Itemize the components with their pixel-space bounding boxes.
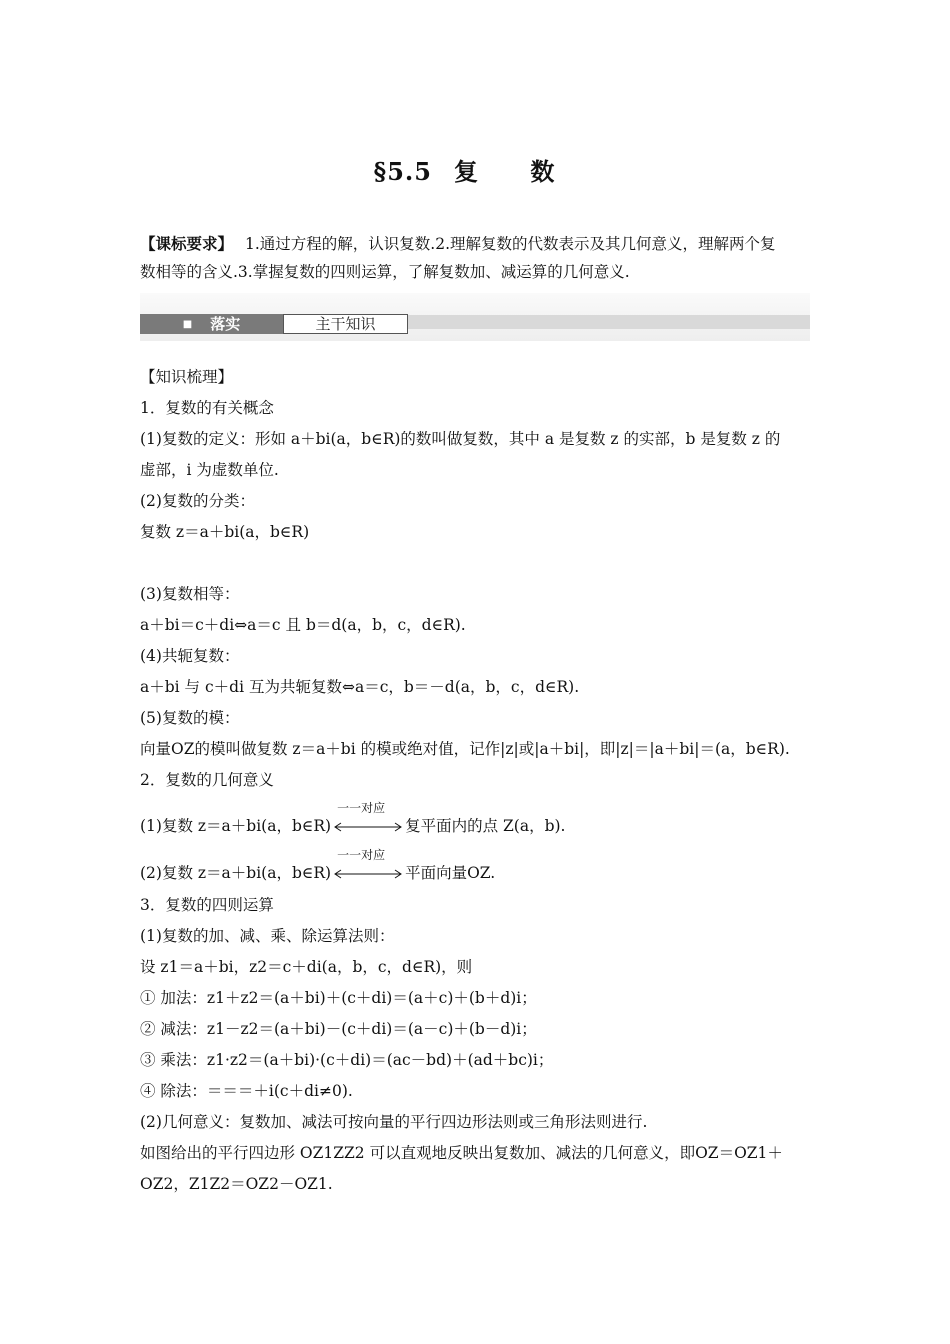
text-line: (1)复数的定义：形如 a＋bi(a，b∈R)的数叫做复数，其中 a 是复数 z 的实部，b 是复数 z 的 <box>140 430 781 448</box>
banner-dark-tab <box>140 314 283 334</box>
banner-dark-label: 落实 <box>210 315 241 333</box>
text-line: (3)复数相等： <box>140 585 240 603</box>
section-heading: 【知识梳理】 <box>140 368 234 386</box>
text-line: 3．复数的四则运算 <box>140 896 274 914</box>
requirements-tag: 【课标要求】 <box>140 234 234 253</box>
requirements-line-1: 1.通过方程的解，认识复数.2.理解复数的代数表示及其几何意义，理解两个复 <box>245 235 776 253</box>
geo2-right: 平面向量OZ. <box>405 864 496 882</box>
section-number: §5.5 <box>373 157 432 186</box>
text-line: 复数 z＝a＋bi(a，b∈R) <box>140 523 310 541</box>
correspondence-arrow <box>333 848 403 884</box>
division-rule: ④ 除法：＝＝＝＋i(c＋di≠0). <box>140 1082 353 1100</box>
arrow-label: 一一对应 <box>337 801 386 815</box>
banner-light-tab: 主干知识 <box>283 314 408 334</box>
geo1-left: (1)复数 z＝a＋bi(a，b∈R) <box>140 817 332 835</box>
requirements-line-2: 数相等的含义.3.掌握复数的四则运算，了解复数加、减运算的几何意义. <box>140 263 630 281</box>
knowledge-content <box>140 362 812 1200</box>
text-line: 如图给出的平行四边形 OZ1ZZ2 可以直观地反映出复数加、减法的几何意义，即OZ＝OZ1＋ <box>140 1144 783 1162</box>
blank-line <box>140 548 812 579</box>
text-line: OZ2，Z1Z2＝OZ2－OZ1. <box>140 1175 333 1193</box>
text-line: (1)复数的加、减、乘、除运算法则： <box>140 927 395 945</box>
section-name: 复 数 <box>453 157 577 186</box>
text-line: 1．复数的有关概念 <box>140 399 274 417</box>
square-bullet-icon: ■ <box>182 319 193 330</box>
text-line: (4)共轭复数： <box>140 647 240 665</box>
geo1-right: 复平面内的点 Z(a，b). <box>405 817 566 835</box>
text-line: 虚部，i 为虚数单位. <box>140 461 279 479</box>
text-line: (2)复数的分类： <box>140 492 255 510</box>
text-line: 设 z1＝a＋bi，z2＝c＋di(a，b，c，d∈R)，则 <box>140 958 473 976</box>
text-line: 2．复数的几何意义 <box>140 771 274 789</box>
text-line: (2)几何意义：复数加、减法可按向量的平行四边形法则或三角形法则进行. <box>140 1113 648 1131</box>
correspondence-arrow <box>333 801 403 837</box>
geo2-left: (2)复数 z＝a＋bi(a，b∈R) <box>140 864 332 882</box>
double-arrow-icon <box>333 864 403 884</box>
text-line: (5)复数的模： <box>140 709 240 727</box>
double-arrow-icon <box>333 817 403 837</box>
section-banner <box>140 293 810 341</box>
curriculum-requirements <box>140 230 812 286</box>
arrow-label: 一一对应 <box>337 848 386 862</box>
subtraction-rule: ② 减法：z1－z2＝(a＋bi)－(c＋di)＝(a－c)＋(b－d)i； <box>140 1020 537 1038</box>
text-line: a＋bi＝c＋di⇔a＝c 且 b＝d(a，b，c，d∈R). <box>140 616 466 634</box>
text-line: a＋bi 与 c＋di 互为共轭复数⇔a＝c，b＝－d(a，b，c，d∈R). <box>140 678 580 696</box>
page-title <box>0 152 950 187</box>
geometric-meaning-1 <box>140 796 812 843</box>
geometric-meaning-2 <box>140 843 812 890</box>
addition-rule: ① 加法：z1＋z2＝(a＋bi)＋(c＋di)＝(a＋c)＋(b＋d)i； <box>140 989 537 1007</box>
multiplication-rule: ③ 乘法：z1·z2＝(a＋bi)·(c＋di)＝(ac－bd)＋(ad＋bc)i； <box>140 1051 554 1069</box>
text-line: 向量OZ的模叫做复数 z＝a＋bi 的模或绝对值，记作|z|或|a＋bi|，即|z|＝|a＋bi|＝(a，b∈R). <box>140 740 790 758</box>
